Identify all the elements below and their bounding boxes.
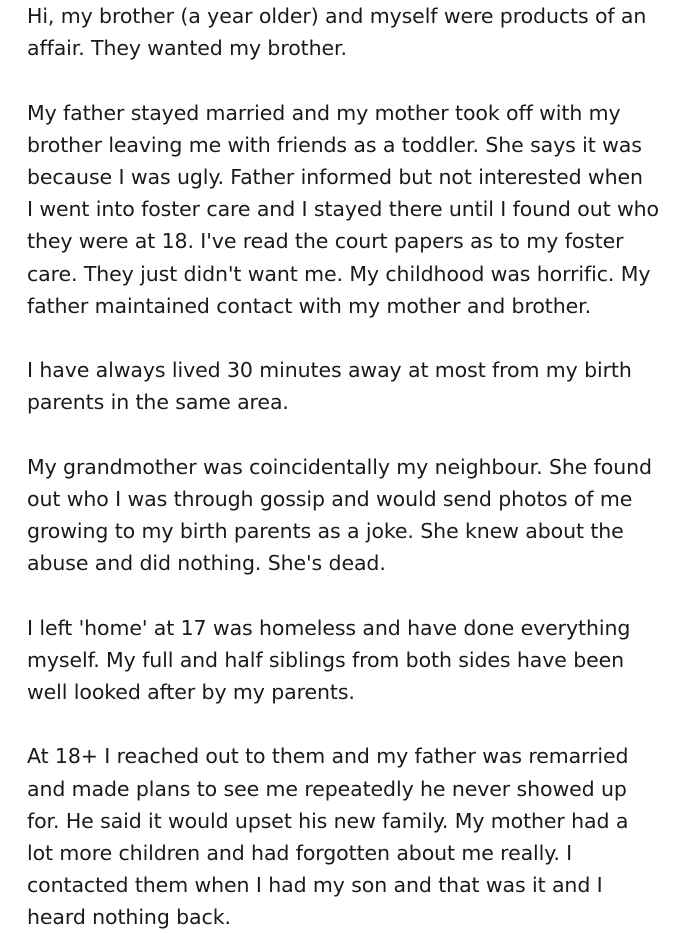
text-line: well looked after by my parents.	[27, 679, 355, 704]
text-line: I left 'home' at 17 was homeless and have done everything	[27, 615, 631, 640]
text-line: they were at 18. I've read the court papers as to my foster	[27, 229, 624, 254]
text-line: growing to my birth parents as a joke. She knew about the	[27, 519, 624, 543]
text-line: for. He said it would upset his new family. My mother had a	[27, 808, 629, 833]
text-line: I have always lived 30 minutes away at most from my birth	[27, 358, 632, 383]
text-line: My father stayed married and my mother took off with my	[27, 100, 621, 125]
text-line: At 18+ I reached out to them and my father was remarried	[27, 744, 629, 769]
text-line: lot more children and had forgotten about me really. I	[27, 840, 573, 865]
text-line: My grandmother was coincidentally my neighbour. She found	[27, 454, 652, 479]
paragraph	[27, 740, 689, 933]
text-line: parents in the same area.	[27, 390, 289, 415]
paragraph	[27, 0, 689, 64]
paragraph	[27, 451, 689, 580]
text-line: myself. My full and half siblings from both sides have been	[27, 647, 625, 672]
text-line: because I was ugly. Father informed but not interested when	[27, 164, 643, 189]
text-line: I went into foster care and I stayed there until I found out who	[27, 197, 659, 222]
text-line: care. They just didn't want me. My childhood was horrific. My	[27, 261, 651, 286]
text-line: father maintained contact with my mother and brother.	[27, 293, 591, 318]
paragraph	[27, 354, 689, 418]
text-line: affair. They wanted my brother.	[27, 36, 347, 61]
text-line: heard nothing back.	[27, 905, 231, 930]
text-line: and made plans to see me repeatedly he never showed up	[27, 776, 627, 801]
text-line: contacted them when I had my son and that was it and I	[27, 873, 603, 898]
text-line: brother leaving me with friends as a toddler. She says it was	[27, 132, 642, 157]
text-line: Hi, my brother (a year older) and myself were products of an	[27, 4, 647, 28]
post-body	[27, 0, 689, 933]
paragraph	[27, 612, 689, 709]
text-line: abuse and did nothing. She's dead.	[27, 551, 386, 576]
text-line: out who I was through gossip and would send photos of me	[27, 486, 633, 511]
paragraph	[27, 97, 689, 322]
